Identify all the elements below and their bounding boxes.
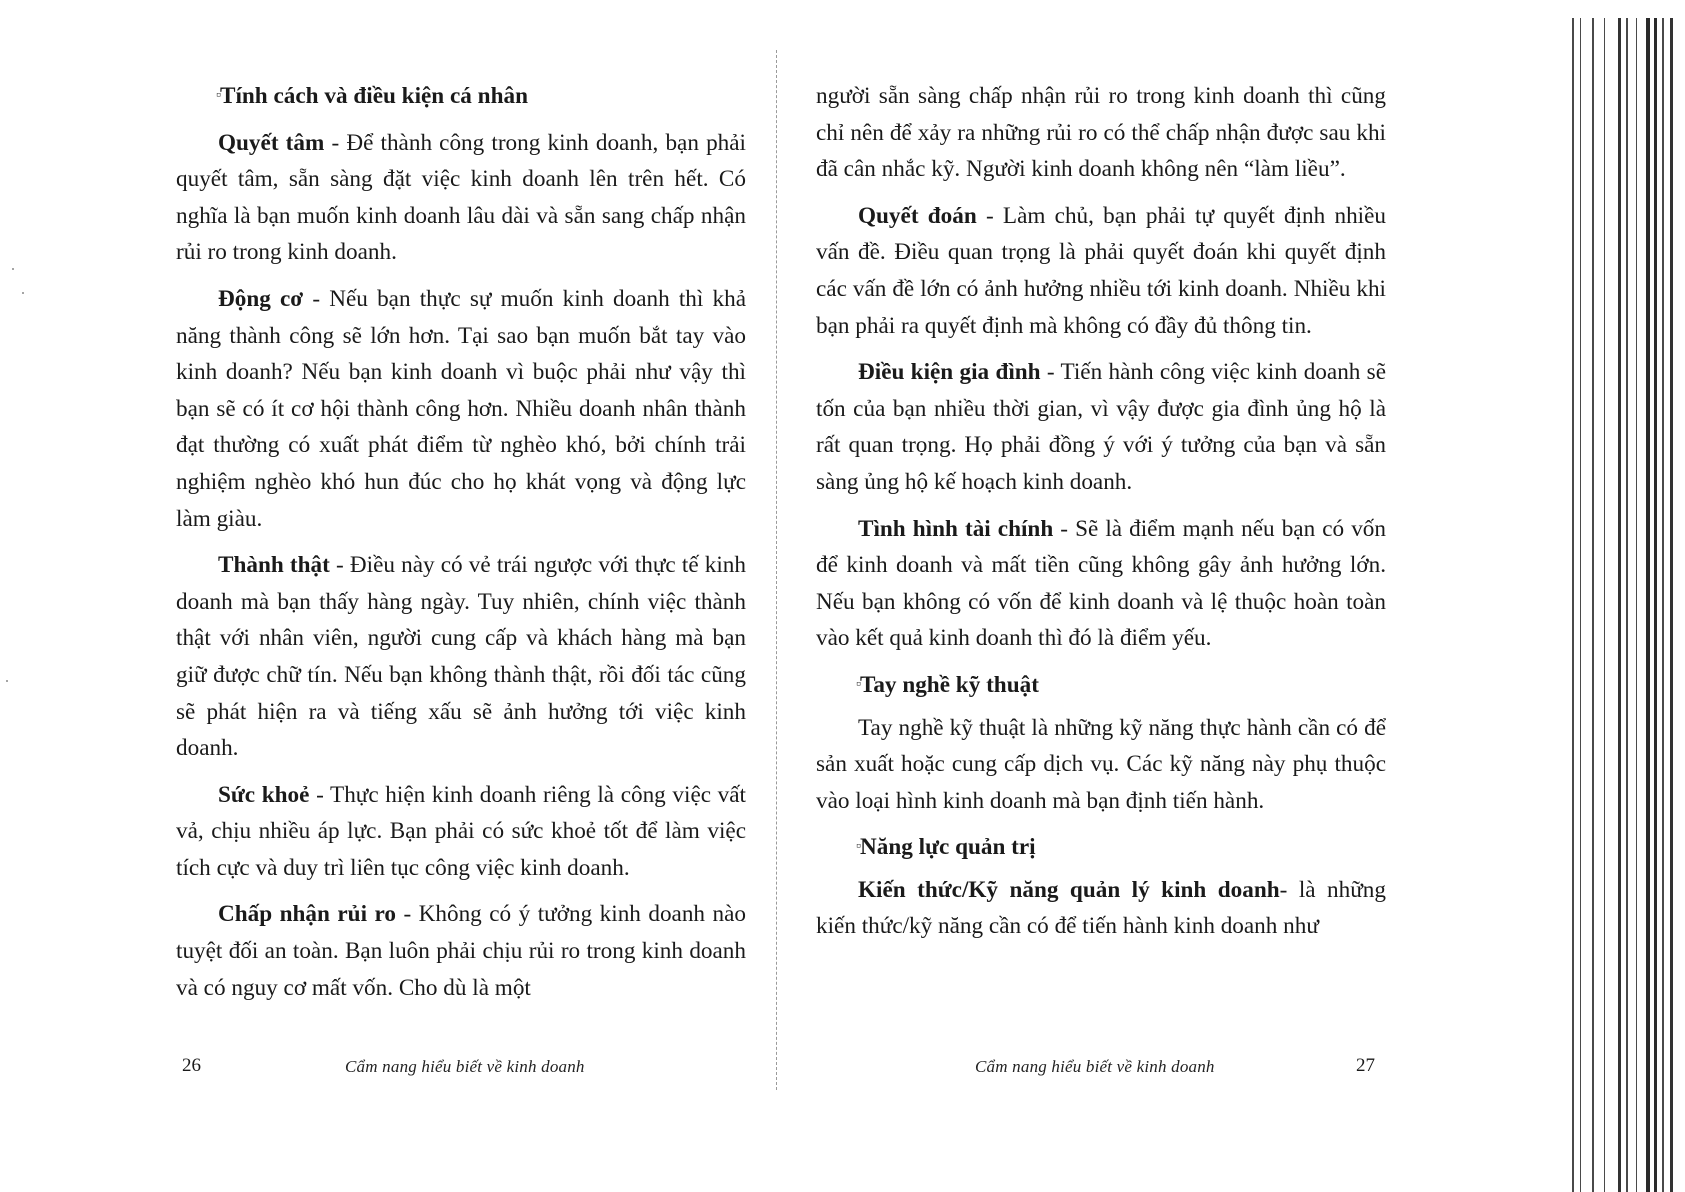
book-gutter xyxy=(776,50,778,1090)
paragraph-thanh-that: Thành thật - Điều này có vẻ trái ngược với thực tế kinh doanh mà bạn thấy hàng ngày. Tuy nhiên, chính việc thành thật với nhân viên, người cung cấp và khách hàng mà bạn giữ được chữ tín. Nếu bạn không thành thật, rồi đối tác cũng sẽ phát hiện ra và tiếng xấu sẽ ảnh hưởng tới việc kinh doanh. xyxy=(176,552,746,762)
paragraph-tay-nghe: Tay nghề kỹ thuật là những kỹ năng thực hành cần có để sản xuất hoặc cung cấp dịch vụ. Các kỹ năng này phụ thuộc vào loại hình kinh doanh mà bạn định tiến hành. xyxy=(816,714,1386,814)
square-bullet-icon: ▫ xyxy=(856,839,861,855)
section-heading-tay-nghe: ▫ Tay nghề kỹ thuật xyxy=(816,667,1386,704)
paragraph-chap-nhan-rui-ro: Chấp nhận rủi ro - Không có ý tưởng kinh doanh nào tuyệt đối an toàn. Bạn luôn phải chịu rủi ro trong kinh doanh và có nguy cơ mất vốn. Cho dù là một xyxy=(176,901,746,1001)
square-bullet-icon: ▫ xyxy=(216,88,221,103)
term: Thành thật xyxy=(218,552,330,579)
paragraph-suc-khoe: Sức khoẻ - Thực hiện kinh doanh riêng là công việc vất vả, chịu nhiều áp lực. Bạn phải có sức khoẻ tốt để làm việc tích cực và duy trì liên tục công việc kinh doanh. xyxy=(176,781,747,881)
scan-speck xyxy=(6,680,8,682)
paragraph-dieu-kien-gia-dinh: Điều kiện gia đình - Tiến hành công việc kinh doanh sẽ tốn của bạn nhiều thời gian, vì vậy được gia đình ủng hộ là rất quan trọng. Họ phải đồng ý với ý tưởng của bạn và sẵn sàng ủng hộ kế hoạch kinh doanh. xyxy=(816,359,1386,495)
term: Điều kiện gia đình xyxy=(858,359,1041,386)
term: Kiến thức/Kỹ năng quản lý kinh doanh xyxy=(858,876,1280,903)
section-heading-nang-luc: ▫ Năng lực quản trị xyxy=(816,829,1386,866)
running-footer-left: Cẩm nang hiểu biết về kinh doanh xyxy=(345,1057,585,1076)
term: Quyết tâm xyxy=(218,129,325,156)
paragraph-continuation: người sẵn sàng chấp nhận rủi ro trong kinh doanh thì cũng chỉ nên để xảy ra những rủi ro có thể chấp nhận được sau khi đã cân nhắc kỹ. Người kinh doanh không nên “làm liều”. xyxy=(816,83,1386,183)
term: Sức khoẻ xyxy=(218,781,310,808)
section-heading: ▫ Tính cách và điều kiện cá nhân xyxy=(176,78,746,115)
page-number-right: 27 xyxy=(1356,1055,1375,1076)
paragraph-quyet-doan: Quyết đoán - Làm chủ, bạn phải tự quyết định nhiều vấn đề. Điều quan trọng là phải quyết đoán khi quyết định các vấn đề lớn có ảnh hưởng nhiều tới kinh doanh. Nhiều khi bạn phải ra quyết định mà không có đầy đủ thông tin. xyxy=(816,202,1386,339)
term: Chấp nhận rủi ro xyxy=(218,901,396,928)
term: Quyết đoán xyxy=(858,202,977,229)
paragraph-dong-co: Động cơ - Nếu bạn thực sự muốn kinh doanh thì khả năng thành công sẽ lớn hơn. Tại sao bạn muốn bắt tay vào kinh doanh? Nếu bạn kinh doanh vì buộc phải như vậy thì bạn sẽ có ít cơ hội thành công hơn. Nhiều doanh nhân thành đạt thường có xuất phát điểm từ nghèo khó, bởi chính trải nghiệm nghèo khó hun đúc cho họ khát vọng và động lực làm giàu. xyxy=(176,285,746,532)
paragraph-quyet-tam: Quyết tâm - Để thành công trong kinh doanh, bạn phải quyết tâm, sẵn sàng đặt việc kinh doanh lên trên hết. Có nghĩa là bạn muốn kinh doanh lâu dài và sẵn sang chấp nhận rủi ro trong kinh doanh. xyxy=(176,129,747,266)
square-bullet-icon: ▫ xyxy=(856,676,861,692)
right-page xyxy=(816,78,1386,945)
paragraph-tinh-hinh-tai-chinh: Tình hình tài chính - Sẽ là điểm mạnh nếu bạn có vốn để kinh doanh và mất tiền cũng không gây ảnh hưởng lớn. Nếu bạn không có vốn để kinh doanh và lệ thuộc hoàn toàn vào kết quả kinh doanh thì đó là điểm yếu. xyxy=(816,515,1386,652)
term: Động cơ xyxy=(218,285,304,312)
page-number-left: 26 xyxy=(182,1055,201,1076)
paragraph-kien-thuc: Kiến thức/Kỹ năng quản lý kinh doanh- là những kiến thức/kỹ năng cần có để tiến hành kinh doanh như xyxy=(816,876,1386,940)
left-page xyxy=(176,78,746,1006)
scan-speck xyxy=(22,292,24,294)
running-footer-right: Cẩm nang hiểu biết về kinh doanh xyxy=(975,1057,1215,1076)
scan-speck xyxy=(12,268,14,270)
term: Tình hình tài chính xyxy=(858,515,1054,542)
